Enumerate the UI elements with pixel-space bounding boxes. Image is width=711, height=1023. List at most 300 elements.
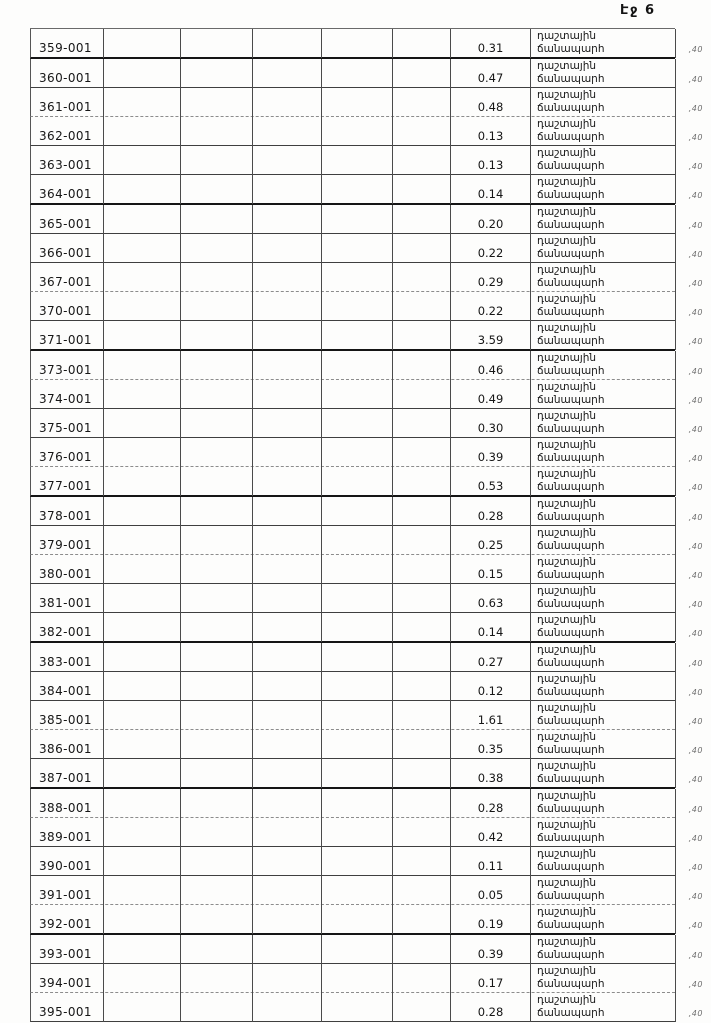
empty-cell <box>322 584 393 613</box>
land-type-line1: դաշտային <box>537 731 597 743</box>
empty-cell <box>104 409 181 438</box>
page-edge-note: ,40 <box>688 221 703 230</box>
land-type-cell <box>531 555 676 584</box>
land-type-cell <box>531 789 676 818</box>
area-value-cell: 0.28 <box>451 789 531 818</box>
empty-cell <box>393 584 451 613</box>
table-row <box>30 643 703 672</box>
empty-cell <box>393 409 451 438</box>
empty-cell <box>322 351 393 380</box>
area-value-cell: 0.15 <box>451 555 531 584</box>
land-type-line2: ճանապարհ <box>537 365 605 377</box>
empty-cell <box>253 292 322 321</box>
table-row <box>30 759 703 789</box>
empty-cell <box>322 730 393 759</box>
table-row <box>30 789 703 818</box>
land-type-line2: ճանապարհ <box>537 394 605 406</box>
empty-cell <box>104 438 181 467</box>
empty-cell <box>322 29 393 58</box>
empty-cell <box>393 789 451 818</box>
land-type-line2: ճանապարհ <box>537 306 605 318</box>
area-value-cell: 0.14 <box>451 613 531 642</box>
empty-cell <box>393 351 451 380</box>
empty-cell <box>104 380 181 409</box>
area-value-cell: 0.11 <box>451 847 531 876</box>
empty-cell <box>393 380 451 409</box>
empty-cell <box>181 59 253 88</box>
page-edge-note: ,40 <box>688 191 703 200</box>
empty-cell <box>393 292 451 321</box>
empty-cell <box>181 759 253 788</box>
empty-cell <box>181 88 253 117</box>
empty-cell <box>181 467 253 496</box>
empty-cell <box>253 789 322 818</box>
empty-cell <box>104 847 181 876</box>
page-edge-note: ,40 <box>688 659 703 668</box>
area-value-cell: 0.39 <box>451 935 531 964</box>
land-type-line2: ճանապարհ <box>537 540 605 552</box>
empty-cell <box>181 935 253 964</box>
empty-cell <box>322 59 393 88</box>
land-type-line2: ճանապարհ <box>537 481 605 493</box>
empty-cell <box>322 409 393 438</box>
land-type-cell <box>531 380 676 409</box>
parcel-id-cell: 370-001 <box>31 292 104 321</box>
empty-cell <box>104 964 181 993</box>
land-type-line1: դաշտային <box>537 468 597 480</box>
land-type-cell <box>531 613 676 642</box>
parcel-id-cell: 379-001 <box>31 526 104 555</box>
parcel-id-cell: 364-001 <box>31 175 104 204</box>
empty-cell <box>253 59 322 88</box>
empty-cell <box>104 205 181 234</box>
land-type-cell <box>531 175 676 204</box>
land-type-line2: ճանապարհ <box>537 43 605 55</box>
page-edge-note: ,40 <box>688 688 703 697</box>
parcel-id-cell: 375-001 <box>31 409 104 438</box>
land-type-line1: դաշտային <box>537 176 597 188</box>
land-type-line2: ճանապարհ <box>537 715 605 727</box>
parcel-id-cell: 395-001 <box>31 993 104 1022</box>
parcel-id-cell: 360-001 <box>31 59 104 88</box>
table-row <box>30 88 703 117</box>
empty-cell <box>181 205 253 234</box>
land-type-cell <box>531 905 676 934</box>
empty-cell <box>104 905 181 934</box>
land-type-line1: դաշտային <box>537 118 597 130</box>
empty-cell <box>322 380 393 409</box>
land-type-cell <box>531 234 676 263</box>
page-edge-note: ,40 <box>688 775 703 784</box>
land-type-line2: ճանապարհ <box>537 890 605 902</box>
table-row <box>30 380 703 409</box>
table-row <box>30 234 703 263</box>
parcel-id-cell: 373-001 <box>31 351 104 380</box>
empty-cell <box>181 701 253 730</box>
land-type-line2: ճանապարհ <box>537 861 605 873</box>
empty-cell <box>253 964 322 993</box>
land-type-line1: դաշտային <box>537 439 597 451</box>
page-edge-note: ,40 <box>688 717 703 726</box>
parcel-id-cell: 371-001 <box>31 321 104 350</box>
parcel-id-cell: 381-001 <box>31 584 104 613</box>
area-value-cell: 3.59 <box>451 321 531 350</box>
page-number-label: Էջ 6 <box>620 3 656 18</box>
empty-cell <box>322 876 393 905</box>
empty-cell <box>181 672 253 701</box>
land-type-line2: ճանապարհ <box>537 598 605 610</box>
empty-cell <box>322 759 393 788</box>
land-type-line1: դաշտային <box>537 965 597 977</box>
land-type-cell <box>531 964 676 993</box>
table-row <box>30 146 703 175</box>
empty-cell <box>181 175 253 204</box>
empty-cell <box>104 526 181 555</box>
table-row <box>30 205 703 234</box>
page-edge-note: ,40 <box>688 425 703 434</box>
area-value-cell: 0.29 <box>451 263 531 292</box>
empty-cell <box>253 380 322 409</box>
empty-cell <box>322 146 393 175</box>
land-type-cell <box>531 292 676 321</box>
area-value-cell: 0.49 <box>451 380 531 409</box>
empty-cell <box>322 964 393 993</box>
empty-cell <box>253 351 322 380</box>
table-row <box>30 409 703 438</box>
land-type-cell <box>531 759 676 788</box>
empty-cell <box>393 497 451 526</box>
land-type-cell <box>531 205 676 234</box>
table-row <box>30 351 703 380</box>
empty-cell <box>181 117 253 146</box>
page-edge-note: ,40 <box>688 133 703 142</box>
land-type-cell <box>531 730 676 759</box>
empty-cell <box>104 643 181 672</box>
empty-cell <box>393 759 451 788</box>
parcel-id-cell: 378-001 <box>31 497 104 526</box>
empty-cell <box>393 175 451 204</box>
parcel-id-cell: 389-001 <box>31 818 104 847</box>
table-row <box>30 964 703 993</box>
empty-cell <box>393 59 451 88</box>
land-type-line2: ճանապարհ <box>537 335 605 347</box>
land-type-line2: ճանապարհ <box>537 423 605 435</box>
land-type-line2: ճանապարհ <box>537 1007 605 1019</box>
parcel-id-cell: 385-001 <box>31 701 104 730</box>
land-type-cell <box>531 88 676 117</box>
land-type-line1: դաշտային <box>537 322 597 334</box>
page-edge-note: ,40 <box>688 337 703 346</box>
land-type-line1: դաշտային <box>537 994 597 1006</box>
table-row <box>30 847 703 876</box>
empty-cell <box>393 613 451 642</box>
empty-cell <box>393 905 451 934</box>
land-type-line2: ճանապարհ <box>537 803 605 815</box>
table-row <box>30 730 703 759</box>
page-edge-note: ,40 <box>688 75 703 84</box>
page-edge-note: ,40 <box>688 483 703 492</box>
empty-cell <box>253 905 322 934</box>
area-value-cell: 0.46 <box>451 351 531 380</box>
land-type-line2: ճանապարհ <box>537 919 605 931</box>
empty-cell <box>393 321 451 350</box>
land-type-line1: դաշտային <box>537 293 597 305</box>
empty-cell <box>181 380 253 409</box>
page-edge-note: ,40 <box>688 892 703 901</box>
land-type-line1: դաշտային <box>537 264 597 276</box>
empty-cell <box>181 146 253 175</box>
land-type-line1: դաշտային <box>537 498 597 510</box>
land-type-line1: դաշտային <box>537 936 597 948</box>
table-row <box>30 321 703 351</box>
empty-cell <box>393 730 451 759</box>
empty-cell <box>104 876 181 905</box>
land-type-cell <box>531 263 676 292</box>
empty-cell <box>104 497 181 526</box>
parcel-id-cell: 366-001 <box>31 234 104 263</box>
land-type-line2: ճանապարհ <box>537 219 605 231</box>
empty-cell <box>181 409 253 438</box>
empty-cell <box>253 643 322 672</box>
area-value-cell: 0.13 <box>451 117 531 146</box>
land-type-line1: դաշտային <box>537 410 597 422</box>
empty-cell <box>104 555 181 584</box>
parcel-id-cell: 374-001 <box>31 380 104 409</box>
land-parcel-table <box>30 28 703 1022</box>
page-edge-note: ,40 <box>688 279 703 288</box>
land-type-line2: ճանապարհ <box>537 773 605 785</box>
empty-cell <box>253 847 322 876</box>
page-edge-note: ,40 <box>688 1009 703 1018</box>
empty-cell <box>322 555 393 584</box>
parcel-id-cell: 393-001 <box>31 935 104 964</box>
table-row <box>30 672 703 701</box>
land-type-line1: դաշտային <box>537 89 597 101</box>
land-type-cell <box>531 526 676 555</box>
area-value-cell: 0.19 <box>451 905 531 934</box>
empty-cell <box>393 205 451 234</box>
area-value-cell: 0.38 <box>451 759 531 788</box>
parcel-id-cell: 390-001 <box>31 847 104 876</box>
empty-cell <box>322 789 393 818</box>
empty-cell <box>104 234 181 263</box>
land-type-line1: դաշտային <box>537 877 597 889</box>
empty-cell <box>322 701 393 730</box>
area-value-cell: 0.20 <box>451 205 531 234</box>
page-edge-note: ,40 <box>688 921 703 930</box>
empty-cell <box>104 88 181 117</box>
empty-cell <box>393 993 451 1022</box>
table-row <box>30 117 703 146</box>
parcel-id-cell: 376-001 <box>31 438 104 467</box>
empty-cell <box>253 438 322 467</box>
empty-cell <box>253 117 322 146</box>
land-type-line2: ճանապարհ <box>537 657 605 669</box>
land-type-line2: ճանապարհ <box>537 832 605 844</box>
parcel-id-cell: 388-001 <box>31 789 104 818</box>
empty-cell <box>104 993 181 1022</box>
table-row <box>30 526 703 555</box>
parcel-id-cell: 361-001 <box>31 88 104 117</box>
empty-cell <box>181 29 253 58</box>
parcel-id-cell: 362-001 <box>31 117 104 146</box>
land-type-line1: դաշտային <box>537 819 597 831</box>
page-edge-note: ,40 <box>688 513 703 522</box>
empty-cell <box>393 146 451 175</box>
land-type-line2: ճանապարհ <box>537 949 605 961</box>
empty-cell <box>181 321 253 350</box>
land-type-cell <box>531 672 676 701</box>
land-type-line2: ճանապարհ <box>537 102 605 114</box>
empty-cell <box>253 29 322 58</box>
area-value-cell: 0.30 <box>451 409 531 438</box>
land-type-line2: ճանապարհ <box>537 744 605 756</box>
table-row <box>30 497 703 526</box>
empty-cell <box>253 88 322 117</box>
empty-cell <box>253 818 322 847</box>
empty-cell <box>393 643 451 672</box>
land-type-line1: դաշտային <box>537 614 597 626</box>
empty-cell <box>104 584 181 613</box>
land-type-cell <box>531 876 676 905</box>
empty-cell <box>322 438 393 467</box>
empty-cell <box>104 935 181 964</box>
page-edge-note: ,40 <box>688 308 703 317</box>
area-value-cell: 0.31 <box>451 29 531 58</box>
parcel-id-cell: 391-001 <box>31 876 104 905</box>
empty-cell <box>181 351 253 380</box>
parcel-id-cell: 367-001 <box>31 263 104 292</box>
parcel-id-cell: 383-001 <box>31 643 104 672</box>
table-row <box>30 905 703 935</box>
empty-cell <box>104 29 181 58</box>
empty-cell <box>322 993 393 1022</box>
empty-cell <box>181 526 253 555</box>
empty-cell <box>393 467 451 496</box>
table-row <box>30 584 703 613</box>
empty-cell <box>104 292 181 321</box>
land-type-line2: ճանապարհ <box>537 160 605 172</box>
land-type-cell <box>531 584 676 613</box>
land-type-cell <box>531 701 676 730</box>
page-edge-note: ,40 <box>688 454 703 463</box>
page-edge-note: ,40 <box>688 104 703 113</box>
table-row <box>30 467 703 497</box>
empty-cell <box>181 584 253 613</box>
empty-cell <box>393 263 451 292</box>
empty-cell <box>393 818 451 847</box>
empty-cell <box>253 467 322 496</box>
page-edge-note: ,40 <box>688 746 703 755</box>
table-row <box>30 701 703 730</box>
area-value-cell: 0.39 <box>451 438 531 467</box>
empty-cell <box>393 88 451 117</box>
empty-cell <box>104 730 181 759</box>
land-type-line2: ճանապարհ <box>537 978 605 990</box>
empty-cell <box>253 526 322 555</box>
empty-cell <box>104 789 181 818</box>
empty-cell <box>181 497 253 526</box>
table-row <box>30 59 703 88</box>
empty-cell <box>393 234 451 263</box>
empty-cell <box>104 351 181 380</box>
empty-cell <box>104 175 181 204</box>
land-type-line1: դաշտային <box>537 30 597 42</box>
land-type-line2: ճանապարհ <box>537 73 605 85</box>
land-type-cell <box>531 818 676 847</box>
page-edge-note: ,40 <box>688 600 703 609</box>
land-type-line1: դաշտային <box>537 147 597 159</box>
area-value-cell: 0.47 <box>451 59 531 88</box>
land-type-line2: ճանապարհ <box>537 277 605 289</box>
land-type-cell <box>531 117 676 146</box>
land-type-cell <box>531 935 676 964</box>
empty-cell <box>393 935 451 964</box>
land-type-line1: դաշտային <box>537 60 597 72</box>
empty-cell <box>253 409 322 438</box>
table-row <box>30 613 703 643</box>
area-value-cell: 0.12 <box>451 672 531 701</box>
empty-cell <box>104 467 181 496</box>
empty-cell <box>181 818 253 847</box>
land-type-cell <box>531 497 676 526</box>
empty-cell <box>104 59 181 88</box>
empty-cell <box>253 263 322 292</box>
page-edge-note: ,40 <box>688 951 703 960</box>
land-type-cell <box>531 409 676 438</box>
land-type-cell <box>531 847 676 876</box>
table-row <box>30 993 703 1022</box>
empty-cell <box>253 730 322 759</box>
empty-cell <box>253 584 322 613</box>
empty-cell <box>181 847 253 876</box>
empty-cell <box>181 292 253 321</box>
land-type-line1: դաշտային <box>537 235 597 247</box>
area-value-cell: 0.35 <box>451 730 531 759</box>
empty-cell <box>253 672 322 701</box>
empty-cell <box>322 935 393 964</box>
land-type-cell <box>531 351 676 380</box>
land-type-line1: դաշտային <box>537 790 597 802</box>
table-row <box>30 175 703 205</box>
empty-cell <box>253 497 322 526</box>
empty-cell <box>253 146 322 175</box>
parcel-id-cell: 377-001 <box>31 467 104 496</box>
land-type-line1: դաշտային <box>537 702 597 714</box>
land-type-line2: ճանապարհ <box>537 511 605 523</box>
empty-cell <box>181 964 253 993</box>
empty-cell <box>181 263 253 292</box>
area-value-cell: 0.22 <box>451 292 531 321</box>
land-type-cell <box>531 321 676 350</box>
empty-cell <box>181 234 253 263</box>
empty-cell <box>393 847 451 876</box>
empty-cell <box>322 467 393 496</box>
parcel-id-cell: 359-001 <box>31 29 104 58</box>
land-type-line2: ճանապարհ <box>537 248 605 260</box>
empty-cell <box>181 555 253 584</box>
area-value-cell: 0.53 <box>451 467 531 496</box>
empty-cell <box>253 555 322 584</box>
empty-cell <box>393 438 451 467</box>
empty-cell <box>322 672 393 701</box>
empty-cell <box>181 789 253 818</box>
land-type-cell <box>531 29 676 58</box>
area-value-cell: 0.27 <box>451 643 531 672</box>
parcel-id-cell: 387-001 <box>31 759 104 788</box>
empty-cell <box>181 438 253 467</box>
parcel-id-cell: 363-001 <box>31 146 104 175</box>
